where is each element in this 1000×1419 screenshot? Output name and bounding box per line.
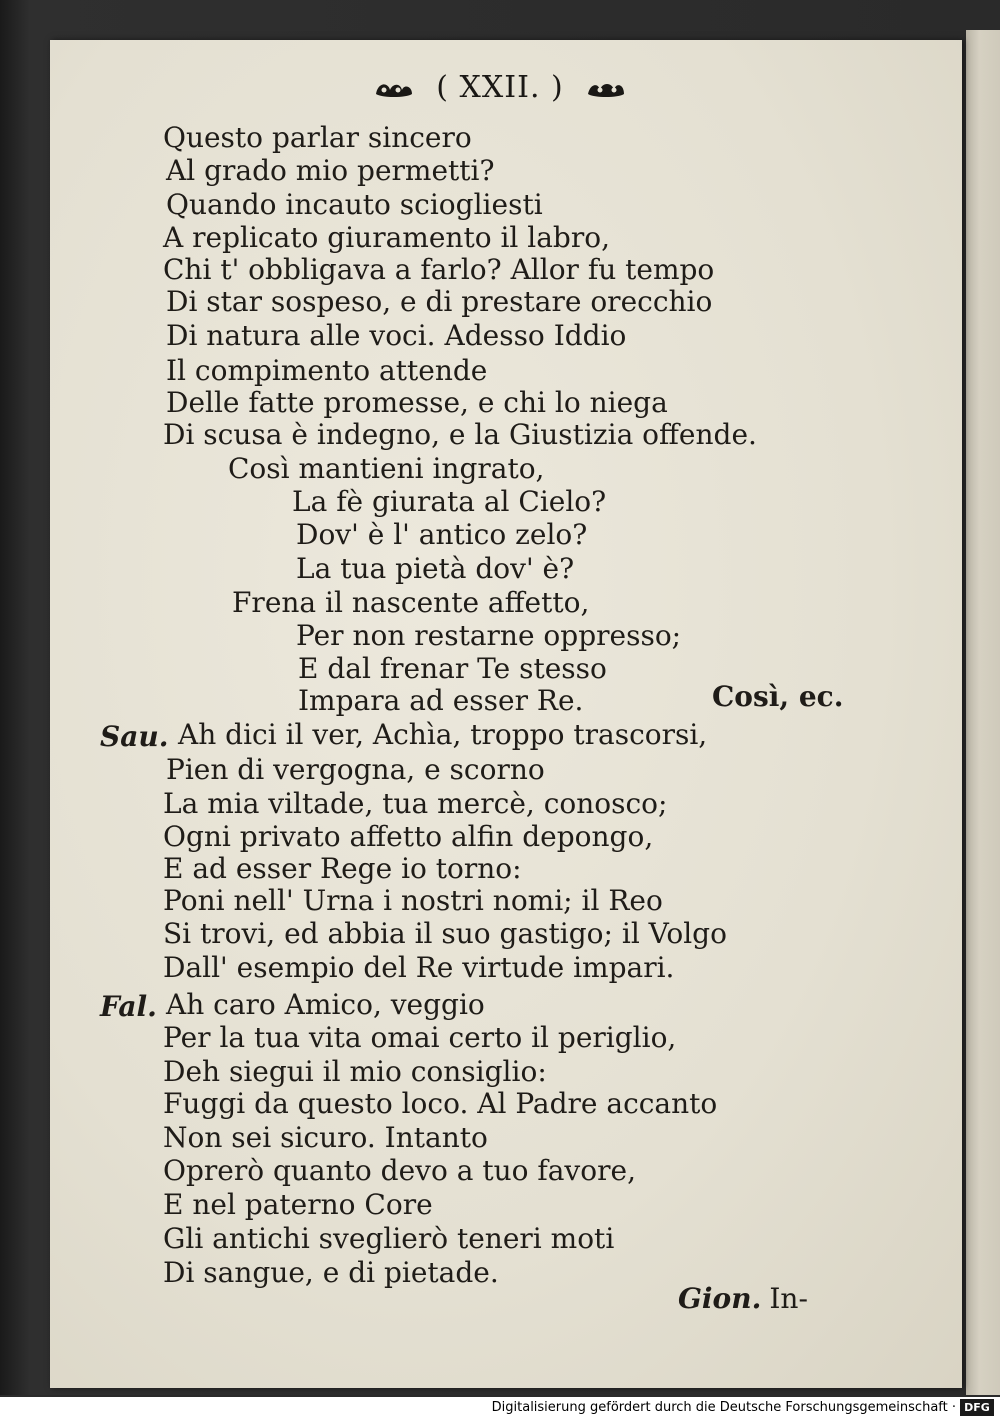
verse-line: Quando incauto sciogliesti — [166, 188, 543, 221]
funding-credit: Digitalisierung gefördert durch die Deutsche Forschungsgemeinschaft · — [491, 1400, 956, 1415]
page-number: ( XXII. ) — [436, 70, 564, 105]
verse-line: E ad esser Rege io torno: — [163, 852, 522, 885]
aria-line: Impara ad esser Re. — [298, 684, 584, 717]
verse-line: Il compimento attende — [166, 354, 488, 387]
verse-line: Questo parlar sincero — [163, 121, 472, 154]
verse-line: Oprerò quanto devo a tuo favore, — [163, 1154, 636, 1187]
aria-da-capo-cue: Così, ec. — [712, 680, 844, 713]
aria-line: Frena il nascente affetto, — [232, 586, 590, 619]
verse-line: Ogni privato affetto alfin depongo, — [163, 820, 654, 853]
verse-line: Ah dici il ver, Achìa, troppo trascorsi, — [178, 718, 708, 751]
verse-line: Di scusa è indegno, e la Giustizia offende. — [163, 418, 757, 451]
aria-line: Per non restarne oppresso; — [296, 619, 682, 652]
verse-line: Per la tua vita omai certo il periglio, — [163, 1021, 677, 1054]
aria-line: E dal frenar Te stesso — [298, 652, 607, 685]
speaker-label-sau: Sau. — [100, 720, 169, 753]
verse-line: Si trovi, ed abbia il suo gastigo; il Volgo — [163, 917, 727, 950]
page-header — [0, 70, 1000, 105]
verse-line: E nel paterno Core — [163, 1188, 433, 1221]
verse-line: Deh siegui il mio consiglio: — [163, 1055, 547, 1088]
aria-line: La fè giurata al Cielo? — [292, 485, 607, 518]
aria-line: La tua pietà dov' è? — [296, 552, 575, 585]
verse-line: Non sei sicuro. Intanto — [163, 1121, 488, 1154]
aria-line: Dov' è l' antico zelo? — [296, 518, 588, 551]
left-ornament-icon — [372, 78, 416, 100]
verse-line: Di star sospeso, e di prestare orecchio — [166, 285, 713, 318]
verse-line: Gli antichi sveglierò teneri moti — [163, 1222, 615, 1255]
verse-line: Al grado mio permetti? — [166, 154, 495, 187]
catchword — [678, 1282, 808, 1315]
verse-line: La mia viltade, tua mercè, conosco; — [163, 787, 668, 820]
verse-line: Delle fatte promesse, e chi lo niega — [166, 386, 668, 419]
digitization-footer — [0, 1397, 1000, 1419]
adjacent-page-edge — [966, 30, 1000, 1395]
speaker-label-fal: Fal. — [100, 990, 157, 1023]
verse-line: Ah caro Amico, veggio — [166, 988, 485, 1021]
verse-line: Chi t' obbligava a farlo? Allor fu tempo — [163, 253, 715, 286]
verse-line: Di sangue, e di pietade. — [163, 1256, 499, 1289]
verse-line: Fuggi da questo loco. Al Padre accanto — [163, 1087, 718, 1120]
verse-line: A replicato giuramento il labro, — [163, 221, 610, 254]
catchword-text: In- — [769, 1282, 808, 1315]
right-ornament-icon — [584, 78, 628, 100]
verse-line: Dall' esempio del Re virtude impari. — [163, 951, 675, 984]
dfg-logo-icon: DFG — [960, 1399, 994, 1416]
verse-line: Di natura alle voci. Adesso Iddio — [166, 319, 627, 352]
verse-line: Pien di vergogna, e scorno — [166, 753, 545, 786]
catchword-speaker: Gion. — [678, 1282, 762, 1315]
verse-line: Poni nell' Urna i nostri nomi; il Reo — [163, 884, 663, 917]
aria-line: Così mantieni ingrato, — [228, 452, 545, 485]
